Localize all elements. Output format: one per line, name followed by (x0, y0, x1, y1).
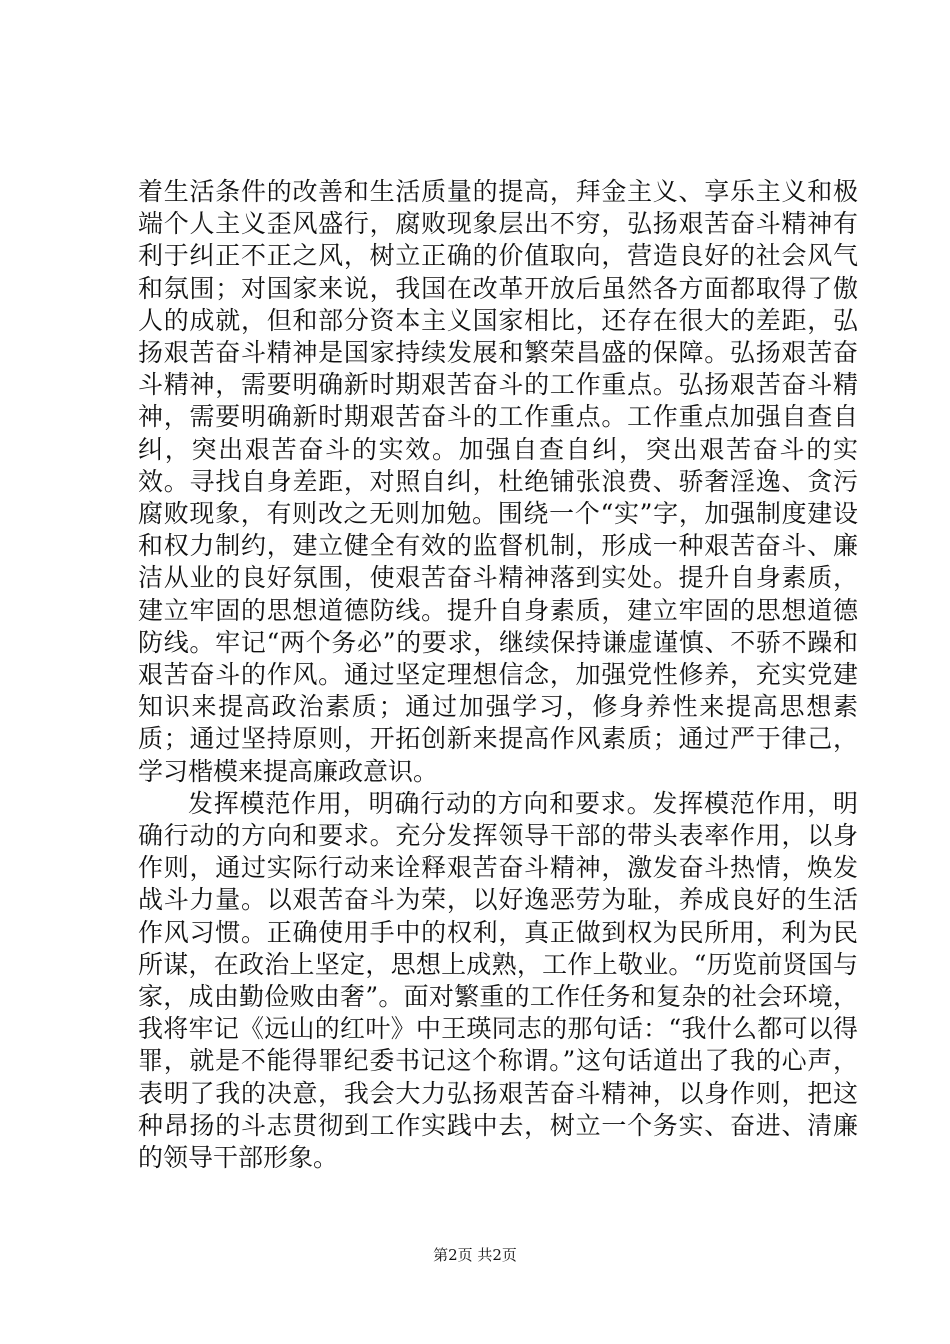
paragraph-continuation: 着生活条件的改善和生活质量的提高，拜金主义、享乐主义和极端个人主义歪风盛行，腐败现象层出不穷，弘扬艰苦奋斗精神有利于纠正不正之风，树立正确的价值取向，营造良好的社会风气和氛围；对国家来说，我国在改革开放后虽然各方面都取得了傲人的成就，但和部分资本主义国家相比，还存在很大的差距，弘扬艰苦奋斗精神是国家持续发展和繁荣昌盛的保障。弘扬艰苦奋斗精神，需要明确新时期艰苦奋斗的工作重点。弘扬艰苦奋斗精神，需要明确新时期艰苦奋斗的工作重点。工作重点加强自查自纠，突出艰苦奋斗的实效。加强自查自纠，突出艰苦奋斗的实效。寻找自身差距，对照自纠，杜绝铺张浪费、骄奢淫逸、贪污腐败现象，有则改之无则加勉。围绕一个“实”字，加强制度建设和权力制约，建立健全有效的监督机制，形成一种艰苦奋斗、廉洁从业的良好氛围，使艰苦奋斗精神落到实处。提升自身素质，建立牢固的思想道德防线。提升自身素质，建立牢固的思想道德防线。牢记“两个务必”的要求，继续保持谦虚谨慎、不骄不躁和艰苦奋斗的作风。通过坚定理想信念，加强党性修养，充实党建知识来提高政治素质；通过加强学习，修身养性来提高思想素质；通过坚持原则，开拓创新来提高作风素质；通过严于律己，学习楷模来提高廉政意识。 (138, 177, 858, 786)
paragraph-exemplary-role: 发挥模范作用，明确行动的方向和要求。发挥模范作用，明确行动的方向和要求。充分发挥领导干部的带头表率作用，以身作则，通过实际行动来诠释艰苦奋斗精神，激发奋斗热情，焕发战斗力量。以艰苦奋斗为荣，以好逸恶劳为耻，养成良好的生活作风习惯。正确使用手中的权利，真正做到权为民所用，利为民所谋，在政治上坚定，思想上成熟，工作上敬业。“历览前贤国与家，成由勤俭败由奢”。面对繁重的工作任务和复杂的社会环境，我将牢记《远山的红叶》中王瑛同志的那句话：“我什么都可以得罪，就是不能得罪纪委书记这个称谓。”这句话道出了我的心声，表明了我的决意，我会大力弘扬艰苦奋斗精神，以身作则，把这种昂扬的斗志贯彻到工作实践中去，树立一个务实、奋进、清廉的领导干部形象。 (138, 788, 858, 1173)
page-number-label: 第2页 共2页 (433, 1246, 517, 1264)
page-footer (0, 1244, 950, 1265)
document-body (138, 176, 858, 1174)
